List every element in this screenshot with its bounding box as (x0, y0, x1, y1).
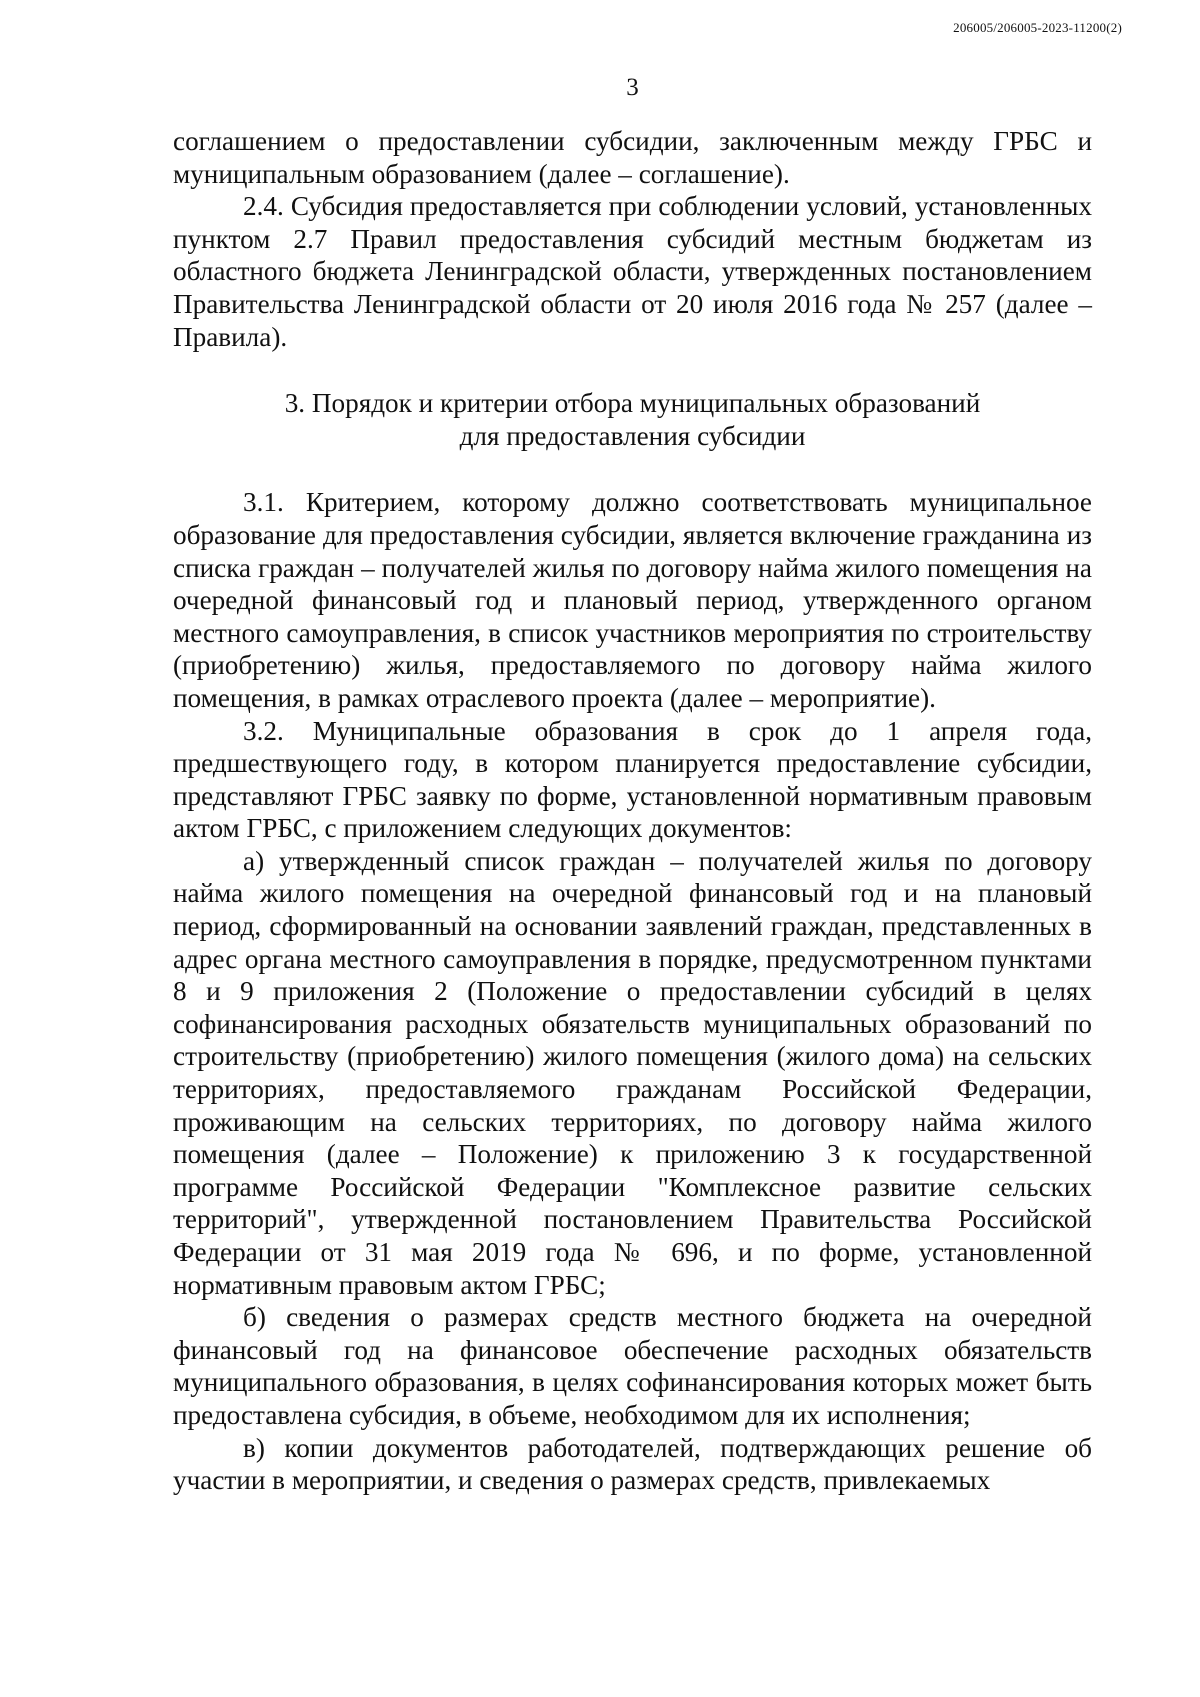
subparagraph-v: в) копии документов работодателей, подтверждающих решение об участии в мероприятии, и сведения о размерах средств, привлекаемых (173, 1432, 1092, 1496)
section-3-heading-line-2: для предоставления субсидии (459, 420, 806, 451)
document-body (173, 125, 1092, 1497)
paragraph-continuation: соглашением о предоставлении субсидии, заключенным между ГРБС и муниципальным образованием (далее – соглашение). (173, 126, 1092, 189)
section-3-heading-line-1: 3. Порядок и критерии отбора муниципальных образований (284, 388, 981, 419)
paragraph-3-2: 3.2. Муниципальные образования в срок до 1 апреля года, предшествующего году, в котором планируется предоставление субсидии, представляют ГРБС заявку по форме, установленной нормативным правовым актом ГРБС, с приложением следующих документов: (173, 715, 1092, 844)
page-number: 3 (626, 74, 639, 101)
paragraph-2-4: 2.4. Субсидия предоставляется при соблюдении условий, установленных пунктом 2.7 Правил предоставления субсидий местным бюджетам из областного бюджета Ленинградской области, утвержденных постановлением Правительства Ленинградской области от 20 июля 2016 года № 257 (далее – Правила). (173, 191, 1092, 352)
subparagraph-a: а) утвержденный список граждан – получателей жилья по договору найма жилого помещения на очередной финансовый год и на плановый период, сформированный на основании заявлений граждан, представленных в адрес органа местного самоуправления в порядке, предусмотренном пунктами 8 и 9 приложения 2 (Положение о предоставлении субсидий в целях софинансирования расходных обязательств муниципальных образований по строительству (приобретению) жилого помещения (жилого дома) на сельских территориях, предоставляемого гражданам Российской Федерации, проживающим на сельских территориях, по договору найма жилого помещения (далее – Положение) к приложению 3 к государственной программе Российской Федерации "Комплексное развитие сельских территорий", утвержденной постановлением Правительства Российской Федерации от 31 мая 2019 года № 696, и по форме, установленной нормативным правовым актом ГРБС; (173, 845, 1092, 1300)
section-3-heading (173, 387, 1092, 452)
paragraph-3-1: 3.1. Критерием, которому должно соответствовать муниципальное образование для предоставления субсидии, является включение гражданина из списка граждан – получателей жилья по договору найма жилого помещения на очередной финансовый год и плановый период, утвержденного органом местного самоуправления, в список участников мероприятия по строительству (приобретению) жилья, предоставляемого по договору найма жилого помещения, в рамках отраслевого проекта (далее – мероприятие). (173, 487, 1092, 713)
document-registration-number: 206005/206005-2023-11200(2) (953, 20, 1122, 35)
subparagraph-b: б) сведения о размерах средств местного бюджета на очередной финансовый год на финансовое обеспечение расходных обязательств муниципального образования, в целях софинансирования которых может быть предоставлена субсидия, в объеме, необходимом для их исполнения; (173, 1302, 1092, 1430)
